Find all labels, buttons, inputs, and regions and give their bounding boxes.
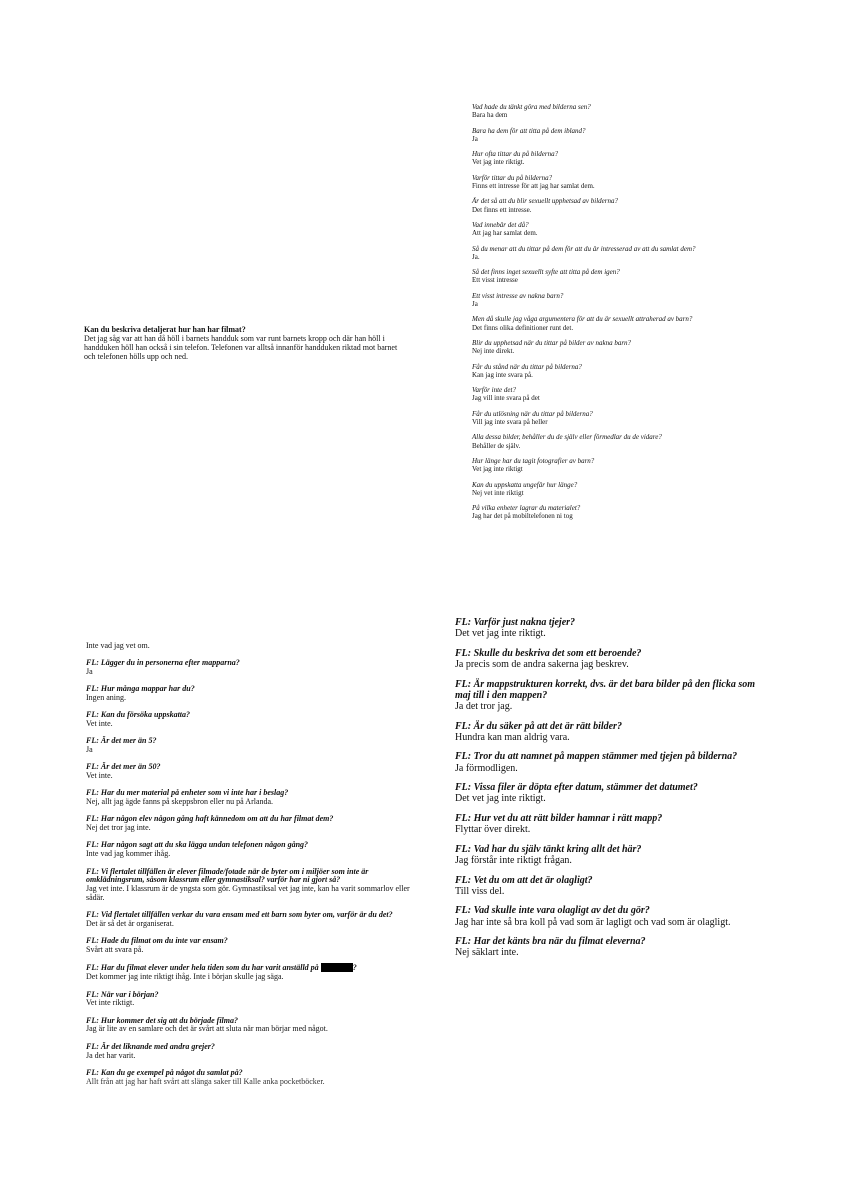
question-text <box>472 197 792 205</box>
question-label: FL: Vet du om att det är olagligt? <box>455 874 593 886</box>
question-text <box>472 245 792 253</box>
answer-text: Det vet jag inte riktigt. <box>455 793 546 805</box>
qa-item <box>455 782 770 804</box>
question-label: Bara ha dem för att titta på dem ibland? <box>472 126 586 135</box>
question-heading: Kan du beskriva detaljerat hur han har filmat? <box>84 325 246 334</box>
qa-item <box>86 991 416 1009</box>
qa-item <box>86 763 416 781</box>
question-text <box>86 737 416 746</box>
answer-text: Finns ett intresse för att jag har samlat dem. <box>472 181 595 190</box>
qa-item <box>455 905 770 927</box>
question-label: Hur ofta tittar du på bilderna? <box>472 150 559 159</box>
question-label: FL: Har du filmat elever under hela tiden som du har varit anställd på <box>86 963 319 973</box>
question-text <box>472 433 792 441</box>
answer-text: Ja <box>86 666 93 676</box>
qa-item <box>86 685 416 703</box>
qa-item <box>455 844 770 866</box>
qa-item <box>472 457 792 473</box>
question-label: Blir du upphetsad när du tittar på bilder av nakna barn? <box>472 338 632 347</box>
qa-item <box>86 841 416 859</box>
qa-item <box>472 433 792 449</box>
question-text <box>472 268 792 276</box>
answer-text: Ja det har varit. <box>86 1050 136 1060</box>
qa-item <box>455 648 770 670</box>
qa-item <box>472 103 792 119</box>
question-label: FL: Hade du filmat om du inte var ensam? <box>86 936 228 946</box>
qa-item <box>86 868 416 903</box>
question-label: FL: Vi flertalet tillfällen är elever filmade/fotade när de byter om i miljöer som inte är omklädningsrum, såsom klassrum eller gymnastiksal? varför har ni gjort så? <box>86 866 369 885</box>
answer-text: Att jag har samlat dem. <box>472 229 538 238</box>
question-label: Varför tittar du på bilderna? <box>472 173 553 182</box>
question-text <box>472 150 792 158</box>
question-label: FL: Hur kommer det sig att du började filma? <box>86 1015 239 1025</box>
qa-item <box>472 127 792 143</box>
question-label: Kan du uppskatta ungefär hur länge? <box>472 480 578 489</box>
qa-item <box>472 315 792 331</box>
question-label: FL: Är mappstrukturen korrekt, dvs. är det bara bilder på den flicka som maj till i den mappen? <box>455 678 756 701</box>
question-label: FL: När var i början? <box>86 989 159 999</box>
question-text <box>86 868 416 886</box>
question-text <box>472 363 792 371</box>
question-text <box>472 103 792 111</box>
question-text <box>455 905 770 916</box>
question-label: FL: Hur vet du att rätt bilder hamnar i rätt mapp? <box>455 812 663 824</box>
question-text <box>472 386 792 394</box>
qa-item <box>455 751 770 773</box>
qa-item <box>86 815 416 833</box>
qa-item <box>86 659 416 677</box>
question-label: FL: Hur många mappar har du? <box>86 683 195 693</box>
answer-text: Ingen aning. <box>86 692 126 702</box>
question-label: FL: Har någon sagt att du ska lägga undan telefonen någon gång? <box>86 840 309 850</box>
answer-text: Ja <box>472 299 478 308</box>
answer-paragraph: Det jag såg var att han då höll i barnets handduk som var runt barnets kropp och där han höll i handduken höll han också i sin telefon. Telefonen var alltså innanför handduken riktad mot barnet och telefonen hölls upp och ned. <box>84 334 398 361</box>
question-label: Får du stånd när du tittar på bilderna? <box>472 362 582 371</box>
answer-text: Till viss del. <box>455 885 505 897</box>
answer-text: Det vet jag inte riktigt. <box>455 628 546 640</box>
question-label: FL: Är det mer än 50? <box>86 762 161 772</box>
answer-text: Jag har det på mobiltelefonen ni tog <box>472 512 573 521</box>
answer-text: Svårt att svara på. <box>86 945 144 955</box>
question-label: FL: Lägger du in personerna efter mapparna? <box>86 657 240 667</box>
question-label: FL: Tror du att namnet på mappen stämmer med tjejen på bilderna? <box>455 751 738 763</box>
answer-text: Nej det tror jag inte. <box>86 823 151 833</box>
upper-right-interview-column <box>472 103 792 528</box>
qa-item <box>86 963 416 982</box>
question-text <box>472 127 792 135</box>
answer-text: Allt från att jag har haft svårt att slänga saker till Kalle anka pocketböcker. <box>86 1076 325 1086</box>
answer-text: Vet jag inte riktigt <box>472 465 523 474</box>
answer-text: Ett visst intresse <box>472 276 518 285</box>
answer-text: Vill jag inte svara på heller <box>472 417 548 426</box>
redaction-box <box>321 963 353 972</box>
question-text <box>472 339 792 347</box>
qa-item <box>472 221 792 237</box>
question-text <box>86 685 416 694</box>
answer-text: Det finns ett intresse. <box>472 205 532 214</box>
question-text <box>86 1043 416 1052</box>
qa-item <box>472 363 792 379</box>
qa-item <box>472 386 792 402</box>
qa-item <box>86 789 416 807</box>
answer-text: Kan jag inte svara på. <box>472 370 533 379</box>
qa-item <box>472 150 792 166</box>
qa-item <box>455 936 770 958</box>
question-text <box>472 174 792 182</box>
answer-text: Vet jag inte riktigt. <box>472 158 525 167</box>
question-text <box>455 679 770 701</box>
question-label: Alla dessa bilder, behåller du de själv eller förmedlar du de vidare? <box>472 433 662 442</box>
qa-item <box>472 410 792 426</box>
answer-text: Vet inte. <box>86 770 113 780</box>
question-text <box>472 315 792 323</box>
answer-text: Inte vad jag kommer ihåg. <box>86 849 171 859</box>
qa-item <box>455 875 770 897</box>
answer-text: Ja <box>472 134 478 143</box>
question-text <box>455 617 770 628</box>
question-label: FL: Vissa filer är döpta efter datum, stämmer det datumet? <box>455 782 698 794</box>
qa-item <box>472 481 792 497</box>
question-label: Är det så att du blir sexuellt upphetsad av bilderna? <box>472 197 619 206</box>
question-text <box>472 292 792 300</box>
question-label: FL: Vad har du själv tänkt kring allt det här? <box>455 843 642 855</box>
answer-text: Jag vill inte svara på det <box>472 394 540 403</box>
question-text <box>472 504 792 512</box>
answer-text: Det är så det är organiserat. <box>86 919 174 929</box>
answer-text: Jag har inte så bra koll på vad som är lagligt och vad som är olagligt. <box>455 916 731 928</box>
qa-item <box>472 292 792 308</box>
question-text <box>455 782 770 793</box>
question-label: FL: Vid flertalet tillfällen verkar du vara ensam med ett barn som byter om, varför är du det? <box>86 910 393 920</box>
question-label: FL: Varför just nakna tjejer? <box>455 617 576 628</box>
question-text <box>472 221 792 229</box>
lead-line: Inte vad jag vet om. <box>86 641 150 650</box>
question-label: FL: Är det liknande med andra grejer? <box>86 1041 215 1051</box>
answer-text: Det kommer jag inte riktigt ihåg. Inte i början skulle jag säga. <box>86 972 284 982</box>
qa-item <box>472 197 792 213</box>
answer-text: Vet inte. <box>86 718 113 728</box>
qa-item <box>455 813 770 835</box>
question-label: Ett visst intresse av nakna barn? <box>472 291 564 300</box>
question-label: Får du utlösning när du tittar på bilderna? <box>472 409 593 418</box>
lower-left-interview-column <box>86 642 416 1090</box>
answer-text: Jag vet inte. I klassrum är de yngsta som gör. Gymnastiksal vet jag inte, kan ha varit sommarlov eller sådär. <box>86 884 410 902</box>
question-text <box>455 936 770 947</box>
qa-item <box>472 174 792 190</box>
question-label: FL: Vad skulle inte vara olagligt av det du gör? <box>455 905 650 917</box>
question-text <box>455 721 770 732</box>
question-text <box>472 481 792 489</box>
answer-text: Nej, allt jag ägde fanns på skeppsbron eller nu på Arlanda. <box>86 797 274 807</box>
answer-text: Nej vet inte riktigt <box>472 488 524 497</box>
question-text <box>86 659 416 668</box>
upper-left-answer-block <box>84 325 404 361</box>
qa-item <box>455 721 770 743</box>
question-label: På vilka enheter lagrar du materialet? <box>472 504 581 513</box>
question-label: FL: Skulle du beskriva det som ett beroende? <box>455 647 642 659</box>
lower-right-interview-column <box>455 617 770 967</box>
question-label: Varför inte det? <box>472 386 516 395</box>
question-text <box>455 751 770 762</box>
answer-text: Nej inte direkt. <box>472 347 515 356</box>
answer-text: Ja. <box>472 252 480 261</box>
qa-item <box>86 711 416 729</box>
question-label: FL: Är du säker på att det är rätt bilder? <box>455 720 622 732</box>
answer-text: Jag är lite av en samlare och det är svårt att sluta när man börjar med något. <box>86 1024 328 1034</box>
qa-item <box>455 617 770 639</box>
answer-text: Hundra kan man aldrig vara. <box>455 731 570 743</box>
question-label: Men då skulle jag våga argumentera för att du är sexuellt attraherad av barn? <box>472 315 693 324</box>
question-text <box>455 813 770 824</box>
answer-text: Behåller de själv. <box>472 441 521 450</box>
answer-text: Ja det tror jag. <box>455 701 513 712</box>
answer-text: Bara ha dem <box>472 111 508 120</box>
qa-item <box>86 1043 416 1061</box>
answer-text: Vet inte riktigt. <box>86 998 135 1008</box>
question-text <box>472 410 792 418</box>
question-label: Vad innebär det då? <box>472 220 529 229</box>
qa-item <box>86 1017 416 1035</box>
question-label: Så du menar att du tittar på dem för att du är intresserad av att du samlat dem? <box>472 244 696 253</box>
question-text <box>455 844 770 855</box>
question-label: FL: Kan du ge exempel på något du samlat på? <box>86 1067 243 1077</box>
qa-item <box>86 937 416 955</box>
qa-item <box>86 737 416 755</box>
answer-text: Jag förstår inte riktigt frågan. <box>455 854 572 866</box>
answer-text: Ja förmodligen. <box>455 762 518 774</box>
question-text <box>455 875 770 886</box>
question-text <box>86 711 416 720</box>
question-tail: ? <box>352 963 357 973</box>
qa-item <box>86 1067 416 1086</box>
answer-text: Flyttar över direkt. <box>455 824 531 836</box>
qa-item <box>86 911 416 929</box>
qa-item <box>472 504 792 520</box>
question-label: Hur länge har du tagit fotografier av barn? <box>472 456 595 465</box>
question-text <box>455 648 770 659</box>
qa-item <box>455 679 770 713</box>
question-label: FL: Är det mer än 5? <box>86 736 157 746</box>
question-label: Vad hade du tänkt göra med bilderna sen? <box>472 103 591 111</box>
question-text <box>86 763 416 772</box>
question-text <box>86 991 416 1000</box>
qa-item <box>472 245 792 261</box>
qa-item <box>472 339 792 355</box>
question-label: FL: Har det känts bra när du filmat eleverna? <box>455 936 646 948</box>
question-label: Så det finns inget sexuellt syfte att titta på dem igen? <box>472 268 620 277</box>
answer-text: Det finns olika definitioner runt det. <box>472 323 574 332</box>
qa-item <box>472 268 792 284</box>
answer-text: Ja precis som de andra sakerna jag beskrev. <box>455 659 629 670</box>
question-label: FL: Kan du försöka uppskatta? <box>86 709 191 719</box>
answer-text: Ja <box>86 744 93 754</box>
answer-text: Nej säklart inte. <box>455 947 519 959</box>
question-label: FL: Har du mer material på enheter som vi inte har i beslag? <box>86 788 289 798</box>
question-text <box>472 457 792 465</box>
question-label: FL: Har någon elev någon gång haft kännedom om att du har filmat dem? <box>86 814 334 824</box>
